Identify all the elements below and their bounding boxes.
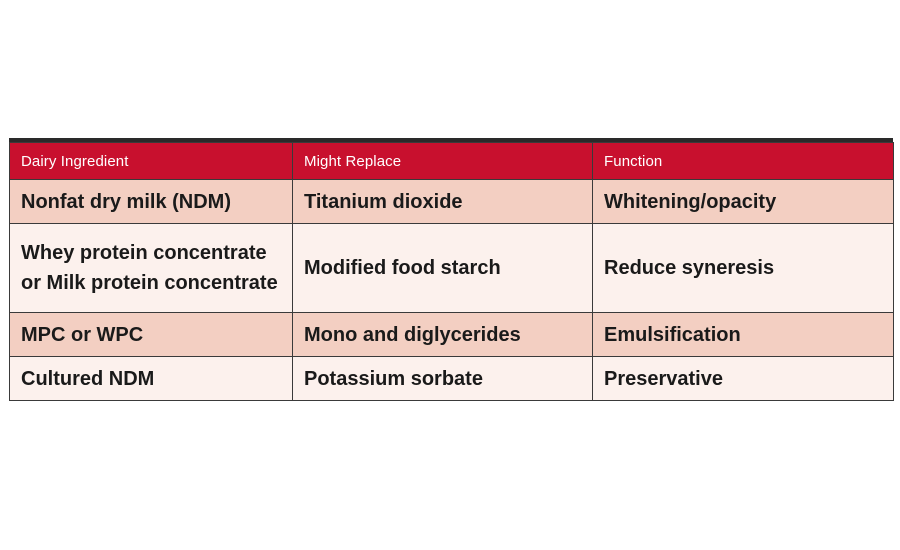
cell-might-replace: Mono and diglycerides — [293, 313, 593, 357]
cell-function: Reduce syneresis — [593, 224, 894, 313]
cell-might-replace: Modified food starch — [293, 224, 593, 313]
cell-dairy-ingredient: Nonfat dry milk (NDM) — [10, 180, 293, 224]
cell-function: Preservative — [593, 357, 894, 401]
cell-might-replace: Potassium sorbate — [293, 357, 593, 401]
header-might-replace: Might Replace — [293, 143, 593, 180]
ingredient-table-container — [9, 138, 893, 401]
dairy-ingredient-table — [9, 142, 894, 401]
cell-function: Whitening/opacity — [593, 180, 894, 224]
cell-dairy-ingredient: Cultured NDM — [10, 357, 293, 401]
table-row — [10, 357, 894, 401]
table-row — [10, 224, 894, 313]
table-row — [10, 180, 894, 224]
cell-dairy-ingredient: MPC or WPC — [10, 313, 293, 357]
header-dairy-ingredient: Dairy Ingredient — [10, 143, 293, 180]
cell-function: Emulsification — [593, 313, 894, 357]
cell-dairy-ingredient: Whey protein concentrate or Milk protein concentrate — [10, 224, 293, 313]
header-function: Function — [593, 143, 894, 180]
table-header-row — [10, 143, 894, 180]
cell-might-replace: Titanium dioxide — [293, 180, 593, 224]
table-row — [10, 313, 894, 357]
